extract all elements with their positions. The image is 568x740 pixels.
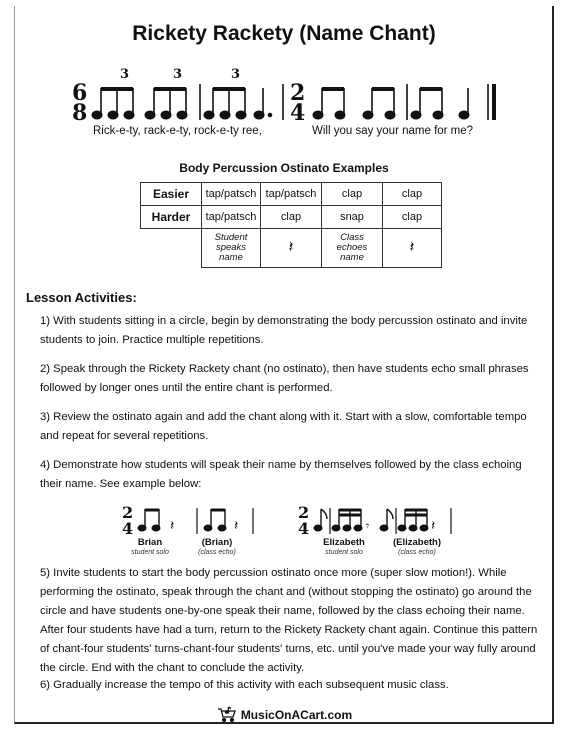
example-name-brian-echo: (Brian): [201, 537, 233, 548]
page-title: Rickety Rackety (Name Chant): [132, 22, 436, 45]
table-row: [141, 183, 442, 206]
elizabeth-echo: [380, 508, 435, 534]
table-cell: snap: [322, 206, 383, 229]
lesson-heading: Lesson Activities:: [26, 290, 137, 305]
lesson-step-3: 3) Review the ostinato again and add the chant along with it. Start with a slow, comfortable tempo and repeat for several repetitions.: [40, 411, 527, 442]
svg-text:4: 4: [298, 519, 310, 538]
svg-text:𝄽: 𝄽: [234, 518, 239, 534]
example-name-brian: Brian: [137, 537, 163, 548]
eighth-pair-1: [313, 88, 345, 119]
example-sub-brian-echo: (class echo): [198, 549, 236, 556]
level-label: Easier: [141, 183, 202, 206]
time-sig-2-4-top: 2: [290, 80, 306, 106]
svg-text:3: 3: [120, 67, 130, 82]
example-sub-elizabeth-echo: (class echo): [398, 549, 436, 556]
svg-text:𝄾: 𝄾: [366, 519, 370, 533]
time-sig-6-8-top: 6: [72, 80, 88, 106]
triplet-group-2: [145, 67, 187, 119]
ostinato-table: [140, 182, 442, 268]
table-cell: clap: [383, 206, 442, 229]
table-row: [141, 206, 442, 229]
table-cell: tap/patsch: [261, 183, 322, 206]
eighth-pair-2: [363, 88, 395, 119]
lesson-step-6: 6) Gradually increase the tempo of this activity with each subsequent music class.: [40, 679, 449, 691]
quarter-rest-icon: 𝄽: [383, 229, 442, 268]
triplet-group-3: [204, 67, 246, 119]
svg-text:𝄽: 𝄽: [431, 518, 436, 534]
triplet-group-1: [92, 67, 134, 119]
lyric-left: Rick-e-ty, rack-e-ty, rock-e-ty ree,: [93, 125, 262, 137]
example-sub-brian: student solo: [131, 549, 169, 556]
table-cell: tap/patsch: [202, 206, 261, 229]
svg-text:3: 3: [173, 67, 183, 82]
name-examples-notation: [0, 500, 568, 540]
lesson-step-4: 4) Demonstrate how students will speak their name by themselves followed by the class echoing their name. See example below:: [40, 459, 522, 490]
lesson-step-5: 5) Invite students to start the body percussion ostinato once more (super slow motion!). While performing the ostinato, speak through the chant and (without stopping the ostinato) go around the circle and have students one-by-one speak their name, followed by the class echoing their name. After four students have had a turn, return to the Rickety Rackety chant again. Continue this pattern of chant-four students' turns-chant-four students' turns, etc. until you've made your way fully around the circle. End with the chant to conclude the activity.: [40, 567, 538, 674]
lyric-right: Will you say your name for me?: [312, 125, 474, 137]
table-note: Class echoes name: [322, 229, 383, 268]
time-sig-6-8-bottom: 8: [72, 100, 88, 126]
music-cart-icon: [216, 706, 238, 722]
table-cell: clap: [261, 206, 322, 229]
svg-text:2: 2: [298, 503, 310, 522]
example-name-elizabeth-echo: (Elizabeth): [392, 537, 442, 548]
eighth-pair-3: [411, 88, 443, 119]
table-cell: clap: [322, 183, 383, 206]
level-label: Harder: [141, 206, 202, 229]
svg-text:𝄽: 𝄽: [170, 518, 175, 534]
footer-text: MusicOnACart.com: [240, 708, 353, 722]
table-cell: clap: [383, 183, 442, 206]
example-sub-elizabeth: student solo: [325, 549, 363, 556]
quarter-rest-icon: 𝄽: [261, 229, 322, 268]
lesson-step-1: 1) With students sitting in a circle, begin by demonstrating the body percussion ostinato and invite students to join. Practice multiple repetitions.: [40, 315, 528, 346]
elizabeth-solo: [314, 508, 369, 534]
svg-text:3: 3: [231, 67, 241, 82]
table-row: [141, 229, 442, 268]
table-cell: tap/patsch: [202, 183, 261, 206]
ostinato-title: Body Percussion Ostinato Examples: [179, 161, 389, 175]
lesson-step-2: 2) Speak through the Rickety Rackety chant (no ostinato), then have students echo small phrases followed by longer ones until the entire chant is performed.: [40, 363, 529, 394]
svg-text:4: 4: [122, 519, 134, 538]
brian-solo: [138, 509, 174, 534]
svg-text:2: 2: [122, 503, 134, 522]
brian-echo: [204, 509, 238, 534]
time-sig-2-4-bottom: 4: [290, 100, 306, 126]
footer-brand: [0, 706, 568, 722]
table-note: Student speaks name: [202, 229, 261, 268]
example-name-elizabeth: Elizabeth: [323, 537, 365, 548]
